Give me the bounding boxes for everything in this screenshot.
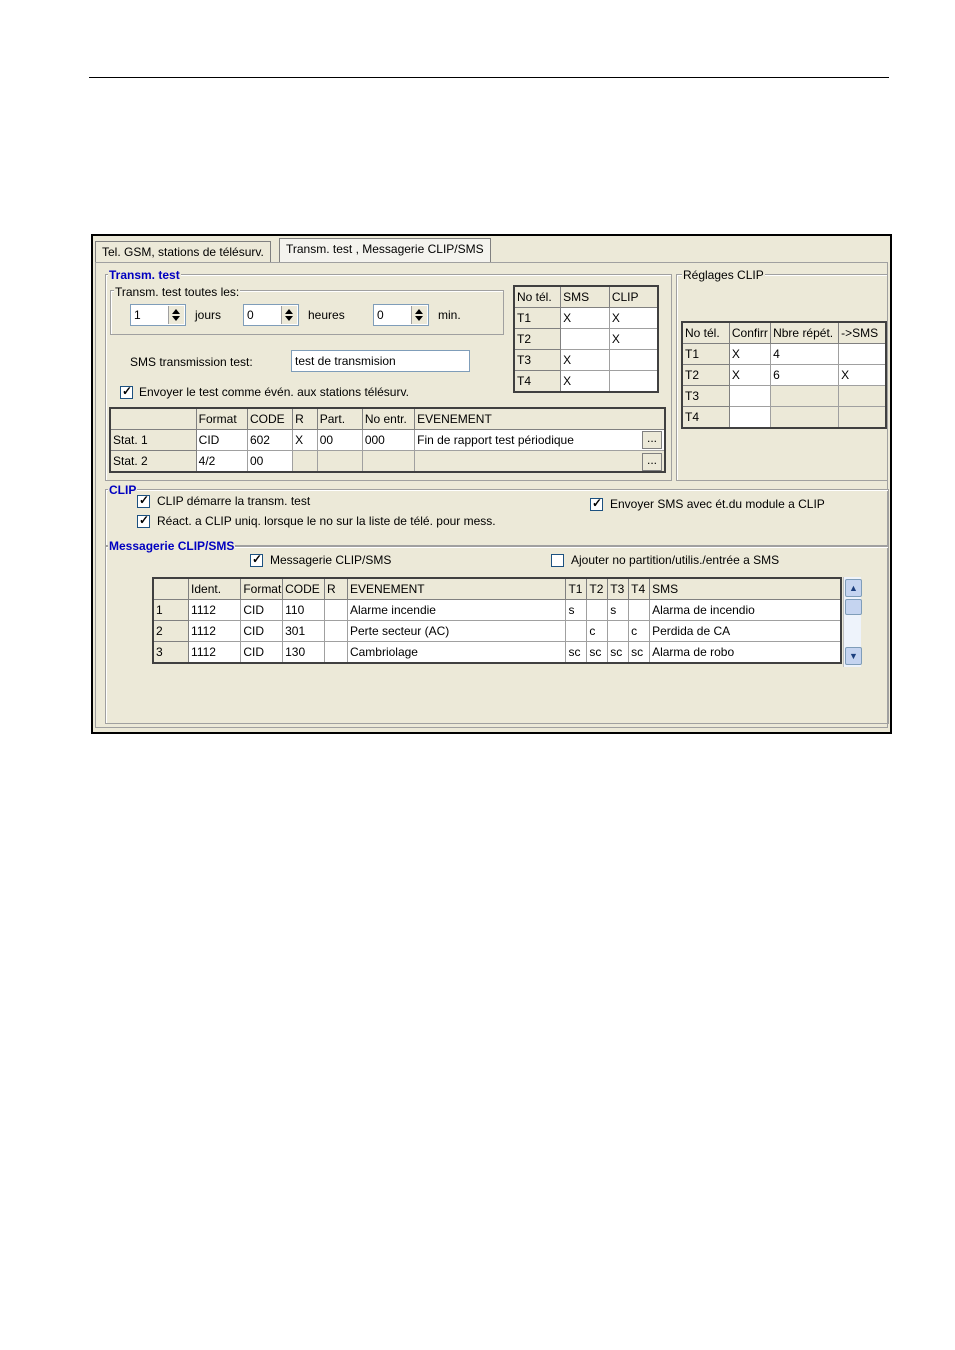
- r-cell[interactable]: [324, 621, 347, 642]
- row-label: Stat. 1: [110, 430, 196, 451]
- scroll-thumb[interactable]: [845, 599, 862, 615]
- row-label: T2: [682, 365, 729, 386]
- station-table: [109, 407, 666, 473]
- row-label: T1: [682, 344, 729, 365]
- sms-test-input[interactable]: [291, 350, 470, 372]
- reglages-clip-title: Réglages CLIP: [683, 268, 764, 282]
- scroll-up-icon[interactable]: ▲: [845, 579, 862, 597]
- t2-cell[interactable]: [587, 600, 608, 621]
- col-header: CODE: [283, 578, 325, 600]
- t4-cell[interactable]: c: [629, 621, 650, 642]
- col-header: Format: [241, 578, 283, 600]
- sms-test-value: test de transmision: [295, 354, 396, 368]
- format-cell[interactable]: CID: [196, 430, 247, 451]
- sms-cell[interactable]: Perdida de CA: [650, 621, 841, 642]
- checkmark-icon: ✓: [122, 384, 133, 398]
- messagerie-title: Messagerie CLIP/SMS: [109, 539, 235, 553]
- format-cell[interactable]: CID: [241, 642, 283, 664]
- minutes-spinner[interactable]: [373, 304, 429, 326]
- transm-test-title: Transm. test: [109, 268, 180, 282]
- hours-spin-buttons[interactable]: [281, 306, 297, 324]
- send-event-label: Envoyer le test comme évén. aux stations télésurv.: [139, 385, 409, 399]
- event-text: Fin de rapport test périodique: [417, 433, 574, 447]
- ident-cell[interactable]: 1112: [189, 642, 241, 664]
- t1-cell[interactable]: [566, 621, 587, 642]
- table-header-row: [153, 578, 841, 600]
- minutes-spin-buttons[interactable]: [411, 306, 427, 324]
- col-header: SMS: [650, 578, 841, 600]
- table-row: [682, 407, 886, 429]
- table-row[interactable]: [153, 621, 841, 642]
- scroll-down-icon[interactable]: ▼: [845, 647, 862, 665]
- event-picker-button[interactable]: ...: [642, 453, 662, 471]
- clip-cell[interactable]: X: [609, 308, 658, 329]
- row-number: 1: [153, 600, 189, 621]
- settings-window: [91, 234, 892, 734]
- clip-cell[interactable]: [609, 371, 658, 393]
- table-row: [514, 371, 658, 393]
- repeat-cell[interactable]: 6: [771, 365, 839, 386]
- ident-cell[interactable]: 1112: [189, 621, 241, 642]
- r-cell[interactable]: X: [293, 430, 318, 451]
- table-row[interactable]: [153, 600, 841, 621]
- sms-cell[interactable]: X: [561, 308, 610, 329]
- format-cell[interactable]: CID: [241, 621, 283, 642]
- table-row: [110, 451, 665, 473]
- send-sms-status-label: Envoyer SMS avec ét.du module a CLIP: [610, 497, 825, 511]
- format-cell[interactable]: 4/2: [196, 451, 247, 473]
- transm-interval-title: Transm. test toutes les:: [115, 285, 240, 299]
- table-header-row: [682, 322, 886, 344]
- t4-cell[interactable]: [629, 600, 650, 621]
- code-cell[interactable]: 602: [247, 430, 292, 451]
- sms-cell[interactable]: X: [561, 371, 610, 393]
- days-spinner[interactable]: [130, 304, 186, 326]
- ident-cell[interactable]: 1112: [189, 600, 241, 621]
- messagerie-table: [152, 577, 842, 664]
- minutes-label: min.: [438, 308, 461, 322]
- row-label: T3: [682, 386, 729, 407]
- col-header: R: [324, 578, 347, 600]
- add-partition-label: Ajouter no partition/utilis./entrée a SMS: [571, 553, 780, 567]
- table-header-row: [514, 286, 658, 308]
- code-cell[interactable]: 130: [283, 642, 325, 664]
- table-row: [682, 344, 886, 365]
- format-cell[interactable]: CID: [241, 600, 283, 621]
- zone-cell: [362, 451, 414, 473]
- clip-start-test-label: CLIP démarre la transm. test: [157, 494, 311, 508]
- event-picker-button[interactable]: ...: [642, 431, 662, 449]
- col-header: EVENEMENT: [415, 408, 665, 430]
- col-header: Part.: [317, 408, 362, 430]
- messagerie-enable-label: Messagerie CLIP/SMS: [270, 553, 392, 567]
- sms-test-label: SMS transmission test:: [130, 355, 253, 369]
- to-sms-cell[interactable]: [839, 344, 886, 365]
- t3-cell[interactable]: s: [608, 600, 629, 621]
- confirm-cell[interactable]: X: [729, 365, 770, 386]
- row-label: T2: [514, 329, 561, 350]
- r-cell: [293, 451, 318, 473]
- sms-cell[interactable]: [561, 329, 610, 350]
- col-header: Format: [196, 408, 247, 430]
- r-cell[interactable]: [324, 600, 347, 621]
- col-header: Nbre répét.: [771, 322, 839, 344]
- confirm-cell[interactable]: X: [729, 344, 770, 365]
- event-cell[interactable]: Cambriolage: [347, 642, 566, 664]
- table-header-row: [110, 408, 665, 430]
- sms-cell[interactable]: Alarma de robo: [650, 642, 841, 664]
- tab-panel: [95, 262, 888, 728]
- row-label: T3: [514, 350, 561, 371]
- col-header: T3: [608, 578, 629, 600]
- table-row: [514, 329, 658, 350]
- table-row: [514, 308, 658, 329]
- event-cell[interactable]: [415, 451, 665, 473]
- table-row: [514, 350, 658, 371]
- checkmark-icon: ✓: [252, 552, 263, 566]
- confirm-cell[interactable]: [729, 407, 770, 429]
- row-number: 3: [153, 642, 189, 664]
- clip-react-only-label: Réact. a CLIP uniq. lorsque le no sur la liste de télé. pour mess.: [157, 514, 496, 528]
- row-number: 2: [153, 621, 189, 642]
- r-cell[interactable]: [324, 642, 347, 664]
- hours-value: 0: [247, 308, 254, 322]
- table-row: [682, 386, 886, 407]
- row-label: Stat. 2: [110, 451, 196, 473]
- clip-start-test-checkbox[interactable]: [137, 495, 150, 508]
- col-header: Confirr: [729, 322, 770, 344]
- send-sms-status-checkbox[interactable]: [590, 498, 603, 511]
- t2-cell[interactable]: sc: [587, 642, 608, 664]
- col-header: CODE: [247, 408, 292, 430]
- clip-react-only-checkbox[interactable]: [137, 515, 150, 528]
- part-cell[interactable]: 00: [317, 430, 362, 451]
- messagerie-enable-checkbox[interactable]: [250, 554, 263, 567]
- tab-strip: [93, 236, 890, 262]
- to-sms-cell[interactable]: X: [839, 365, 886, 386]
- col-header: No tél.: [514, 286, 561, 308]
- col-header: [110, 408, 196, 430]
- tab-gsm-stations[interactable]: Tel. GSM, stations de télésurv.: [95, 241, 271, 262]
- clip-title: CLIP: [109, 483, 137, 497]
- to-sms-cell: [839, 407, 886, 429]
- clip-cell[interactable]: [609, 350, 658, 371]
- col-header: EVENEMENT: [347, 578, 566, 600]
- hours-label: heures: [308, 308, 345, 322]
- code-cell[interactable]: 00: [247, 451, 292, 473]
- phone-sms-clip-table: [513, 285, 659, 393]
- table-row[interactable]: [153, 642, 841, 664]
- row-label: T4: [514, 371, 561, 393]
- col-header: ->SMS: [839, 322, 886, 344]
- col-header: R: [293, 408, 318, 430]
- add-partition-checkbox[interactable]: [551, 554, 564, 567]
- part-cell: [317, 451, 362, 473]
- hours-spinner[interactable]: [243, 304, 299, 326]
- checkmark-icon: ✓: [139, 493, 150, 507]
- col-header: No tél.: [682, 322, 729, 344]
- t1-cell[interactable]: sc: [566, 642, 587, 664]
- table-row: [110, 430, 665, 451]
- days-value: 1: [134, 308, 141, 322]
- t3-cell[interactable]: sc: [608, 642, 629, 664]
- col-header: CLIP: [609, 286, 658, 308]
- checkmark-icon: ✓: [592, 496, 603, 510]
- confirm-cell[interactable]: [729, 386, 770, 407]
- minutes-value: 0: [377, 308, 384, 322]
- col-header: T4: [629, 578, 650, 600]
- days-spin-buttons[interactable]: [168, 306, 184, 324]
- event-cell[interactable]: Perte secteur (AC): [347, 621, 566, 642]
- event-cell[interactable]: [415, 430, 665, 451]
- page-top-rule: [89, 77, 889, 78]
- repeat-cell: [771, 386, 839, 407]
- t4-cell[interactable]: sc: [629, 642, 650, 664]
- col-header: Ident.: [189, 578, 241, 600]
- to-sms-cell: [839, 386, 886, 407]
- t3-cell[interactable]: [608, 621, 629, 642]
- code-cell[interactable]: 301: [283, 621, 325, 642]
- days-label: jours: [195, 308, 222, 322]
- row-label: T1: [514, 308, 561, 329]
- sms-cell[interactable]: Alarma de incendio: [650, 600, 841, 621]
- col-header: T2: [587, 578, 608, 600]
- zone-cell[interactable]: 000: [362, 430, 414, 451]
- col-header: SMS: [561, 286, 610, 308]
- t2-cell[interactable]: c: [587, 621, 608, 642]
- messagerie-scrollbar[interactable]: [843, 577, 861, 667]
- row-label: T4: [682, 407, 729, 429]
- repeat-cell[interactable]: 4: [771, 344, 839, 365]
- checkmark-icon: ✓: [139, 513, 150, 527]
- repeat-cell: [771, 407, 839, 429]
- clip-cell[interactable]: X: [609, 329, 658, 350]
- code-cell[interactable]: 110: [283, 600, 325, 621]
- tab-transm-test-messagerie[interactable]: Transm. test , Messagerie CLIP/SMS: [279, 238, 491, 263]
- event-cell[interactable]: Alarme incendie: [347, 600, 566, 621]
- col-header: No entr.: [362, 408, 414, 430]
- table-row: [682, 365, 886, 386]
- clip-settings-table: [681, 321, 887, 429]
- col-header: T1: [566, 578, 587, 600]
- t1-cell[interactable]: s: [566, 600, 587, 621]
- send-event-checkbox[interactable]: [120, 386, 133, 399]
- col-header: [153, 578, 189, 600]
- sms-cell[interactable]: X: [561, 350, 610, 371]
